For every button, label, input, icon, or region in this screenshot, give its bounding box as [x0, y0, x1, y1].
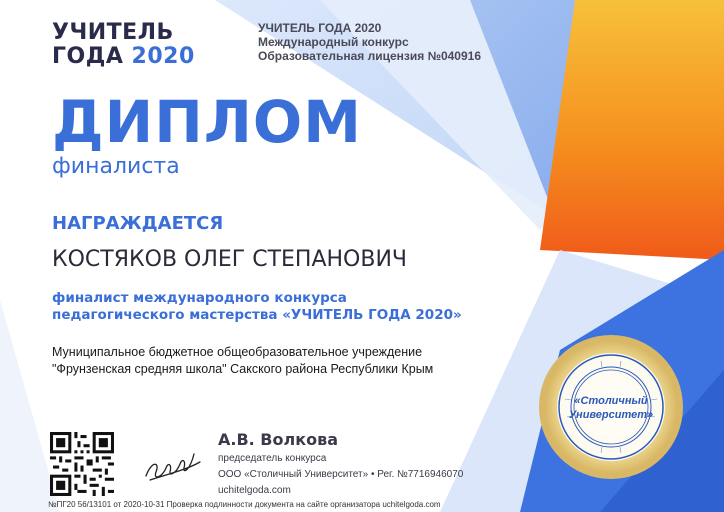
signature-scribble [138, 440, 206, 488]
signer-site: uchitelgoda.com [218, 485, 291, 496]
logo-word: ГОДА [52, 44, 124, 69]
logo-line2 [52, 45, 195, 69]
header-info [258, 21, 481, 63]
header-line2: Международный конкурс [258, 35, 409, 49]
header-line3: Образовательная лицензия №040916 [258, 49, 481, 63]
organization-line2: "Фрунзенская средняя школа" Сакского района Республики Крым [52, 362, 434, 376]
header-line1: УЧИТЕЛЬ ГОДА 2020 [258, 21, 382, 35]
seal-rosette [539, 335, 683, 479]
logo [52, 21, 195, 69]
awarded-label: НАГРАЖДАЕТСЯ [52, 213, 224, 234]
verification-footer: №ПГ20 56/13101 от 2020-10-31 Проверка подлинности документа на сайте организатора uchitelgoda.com [48, 500, 441, 509]
seal-center-line1: «Столичный [574, 395, 648, 407]
description-line2: педагогического мастерства «УЧИТЕЛЬ ГОДА 2020» [52, 307, 462, 323]
qr-code [50, 432, 114, 496]
signer-org: ООО «Столичный Университет» • Рег. №7716946070 [218, 469, 464, 480]
diploma-title: ДИПЛОМ [52, 88, 362, 156]
official-seal [536, 332, 686, 482]
description-line1: финалист международного конкурса [52, 290, 347, 306]
organization-line1: Муниципальное бюджетное общеобразовательное учреждение [52, 345, 423, 359]
logo-line1: УЧИТЕЛЬ [52, 20, 174, 45]
logo-year: 2020 [131, 44, 195, 69]
seal-center-line2: Университет» [568, 409, 654, 421]
diploma-subtitle: финалиста [52, 154, 180, 179]
signer-role: председатель конкурса [218, 453, 327, 464]
recipient-name: КОСТЯКОВ ОЛЕГ СТЕПАНОВИЧ [52, 247, 407, 272]
signer-name: А.В. Волкова [218, 430, 338, 449]
